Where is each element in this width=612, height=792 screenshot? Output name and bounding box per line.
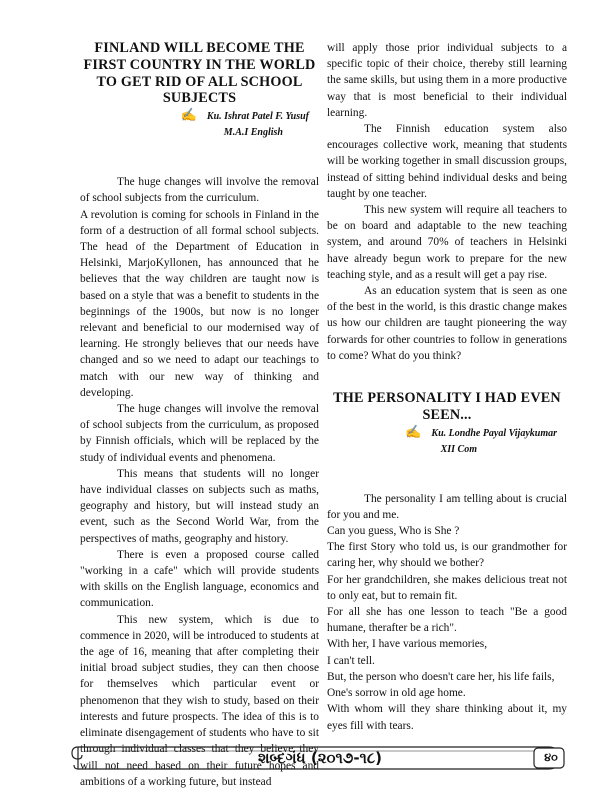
poem-line: But, the person who doesn't care her, his life fails,: [327, 670, 555, 683]
author-name: Ku. Londhe Payal Vijaykumar: [431, 427, 557, 439]
page-number: ૪૦: [544, 751, 558, 764]
author-role: XII Com: [440, 443, 477, 455]
poem-line: With her, I have various memories,: [327, 638, 488, 651]
right-column: [327, 40, 567, 734]
paragraph: The Finnish education system also encourages collective work, meaning that students will be working together in small discussion groups, instead of sitting behind individual desks and being taught by one teacher.: [327, 123, 567, 200]
poem-line: Can you guess, Who is She ?: [327, 525, 460, 538]
article-title: THE PERSONALITY I HAD EVEN SEEN...: [333, 390, 561, 423]
publication-title: શબ્દગંધ (૨૦૧૭-૧૮): [257, 749, 382, 767]
poem-line: I can't tell.: [327, 654, 375, 667]
paragraph: As an education system that is seen as one of the best in the world, is this drastic change makes us how our children are taught pioneering the way forwards for other countries to follow in generations to come? What do you think?: [327, 285, 567, 362]
poem-line: For all she has one lesson to teach "Be a good humane, therafter be a rich".: [327, 606, 567, 635]
paragraph: This new system will require all teachers to be on board and adaptable to the new teaching system, and around 70% of teachers in Helsinki have already begun work to prepare for the new teaching style, and as a result will get a pay rise.: [327, 204, 567, 281]
paragraph: This means that students will no longer have individual classes on subjects such as maths, geography and history, but will instead study an event, such as the Second World War, from the perspectives of maths, geography and history.: [80, 467, 319, 545]
paragraph: The huge changes will involve the removal of school subjects from the curriculum, as proposed by Finnish officials, which will be replaced by the study of individual events and phenomena.: [80, 403, 319, 464]
left-column: [80, 40, 319, 790]
poem-line: The first Story who told us, is our grandmother for caring her, why should we bother?: [327, 541, 567, 570]
article-title: FINLAND WILL BECOME THE FIRST COUNTRY IN THE WORLD TO GET RID OF ALL SCHOOL SUBJECTS: [83, 40, 316, 107]
writing-hand-icon: ✍: [180, 107, 197, 123]
paragraph: will apply those prior individual subjects to a specific topic of their choice, thereby still learning the same skills, but using them in a more productive way that is most beneficial to their individual learning.: [327, 42, 567, 119]
article-byline: [80, 107, 319, 125]
poem-line: The personality I am telling about is crucial for you and me.: [327, 492, 567, 521]
paragraph: A revolution is coming for schools in Finland in the form of a destruction of all formal school subjects. The head of the Department of Education in Helsinki, MarjoKyllonen, has announced that he believes that the way children are taught now is based on a style that was a benefit to students in the beginnings of the 1900s, but now is no longer relevant and beneficial to our modernised way of learning. He strongly believes that our needs have changed and so we need to adapt our teachings to match with our new way of thinking and developing.: [80, 208, 319, 399]
paragraph: The huge changes will involve the removal of school subjects from the curriculum.: [80, 176, 319, 205]
article-byline: [327, 424, 567, 442]
paragraph: This new system, which is due to commence in 2020, will be introduced to students at the age of 16, meaning that after completing their initial broad subject studies, they can then choose for themselves which particular event or phenomenon that they wish to study, based on their interests and future prospects. The idea of this is to eliminate disengagement of students who have to sit through individual classes that they believe they will not need based on their future hopes and ambitions of a working future, but instead: [80, 613, 319, 788]
author-role: M.A.I English: [223, 127, 283, 139]
poem-line: For her grandchildren, she makes delicious treat not to only eat, but to remain fit.: [327, 573, 567, 602]
poem-line: With whom will they share thinking about it, my eyes fill with tears.: [327, 703, 567, 732]
paragraph: There is even a proposed course called "working in a cafe" which will provide students with skills on the English language, economics and communication.: [80, 548, 319, 610]
poem-line: One's sorrow in old age home.: [327, 687, 466, 700]
writing-hand-icon: ✍: [405, 423, 422, 439]
page-footer: [70, 743, 570, 773]
author-name: Ku. Ishrat Patel F. Yusuf: [206, 111, 309, 123]
